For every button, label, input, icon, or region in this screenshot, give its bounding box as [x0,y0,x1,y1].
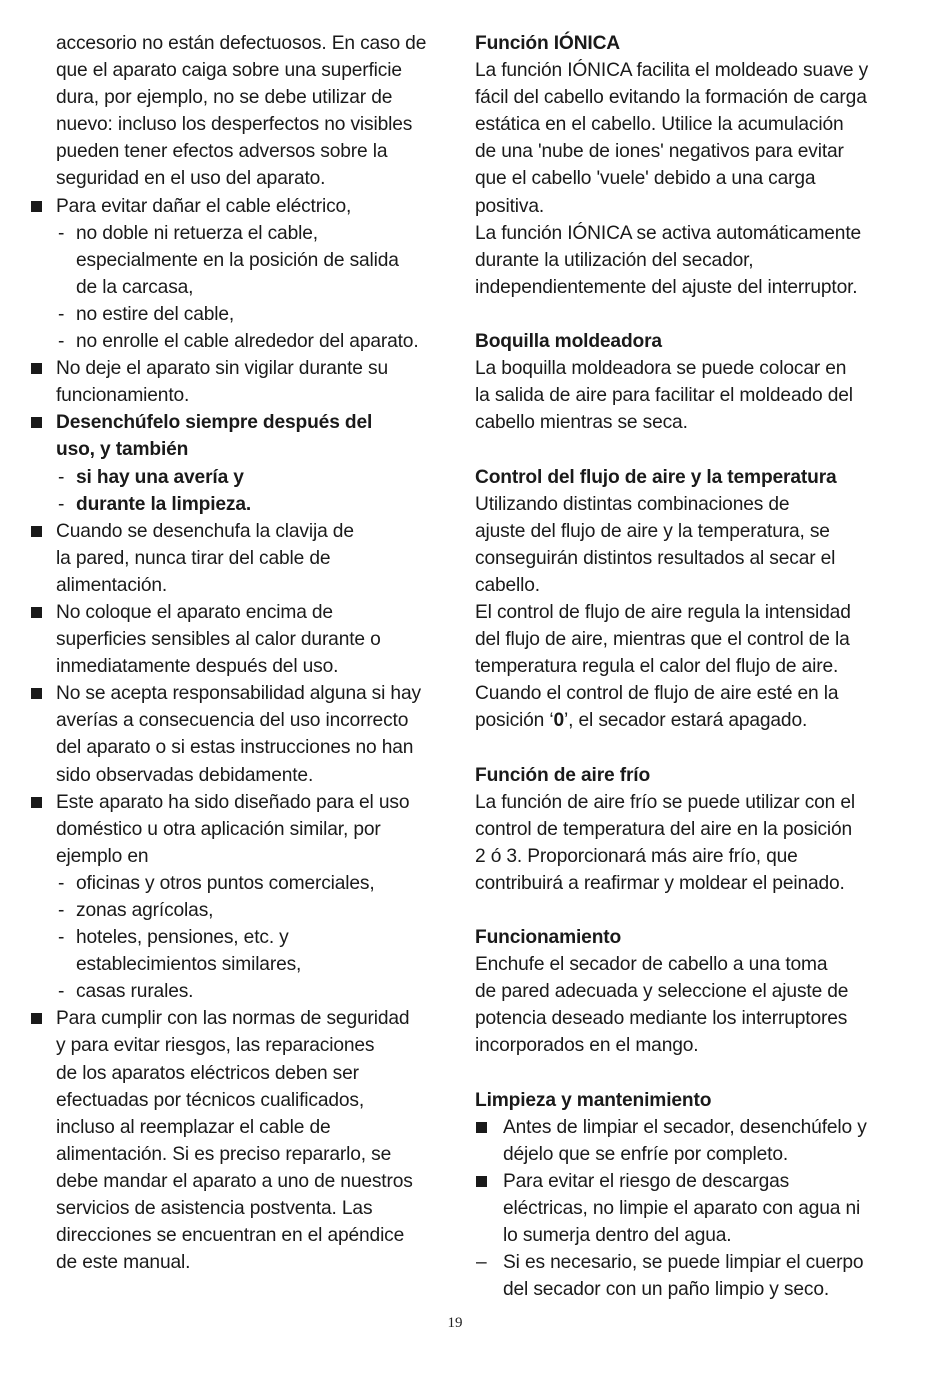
square-bullet-icon [31,1013,42,1024]
text-line: sido observadas debidamente. [56,764,314,786]
text-line: la pared, nunca tirar del cable de [56,547,331,569]
text-line: de este manual. [56,1252,191,1274]
square-bullet-icon [31,797,42,808]
dash-mark: – [476,1252,487,1274]
text-line: uso, y también [56,439,189,461]
text-line: incluso al reemplazar el cable de [56,1116,331,1138]
text-line: dura, por ejemplo, no se debe utilizar de [56,87,393,109]
dash-mark: - [58,900,65,921]
text-line: direcciones se encuentran en el apéndice [56,1225,405,1247]
text-line: funcionamiento. [56,385,190,407]
text-line: doméstico u otra aplicación similar, por [56,818,381,840]
dash-item [30,978,450,1005]
text-line: La función IÓNICA se activa automáticamente [475,222,862,244]
dash-mark: - [58,466,65,488]
text-line: Para evitar dañar el cable eléctrico, [56,195,352,217]
text-line: La función de aire frío se puede utilizar con el [475,791,855,813]
text-line [475,707,895,734]
text-line: de la carcasa, [76,276,194,298]
position-zero-label: 0 [553,710,565,732]
dash-item [30,924,450,978]
text-line: Enchufe el secador de cabello a una toma [475,954,828,976]
text-line: no doble ni retuerza el cable, [76,222,318,244]
text-line: Para cumplir con las normas de seguridad [56,1008,410,1030]
dash-item [30,870,450,897]
spacer [475,734,895,761]
square-bullet-icon [31,607,42,618]
spacer [475,436,895,463]
square-bullet-icon [31,201,42,212]
text-line: déjelo que se enfríe por completo. [503,1143,789,1165]
text-line: Desenchúfelo siempre después del [56,412,373,434]
text-line: No coloque el aparato encima de [56,601,333,623]
text-line: La boquilla moldeadora se puede colocar en [475,358,847,380]
text-line: fácil del cabello evitando la formación de carga [475,87,867,109]
text-line: inmediatamente después del uso. [56,656,339,678]
text-line: eléctricas, no limpie el aparato con agua ni [503,1198,861,1220]
bullet-item-clavija [30,518,450,599]
text-line: La función IÓNICA facilita el moldeado suave y [475,60,869,82]
text-line: No se acepta responsabilidad alguna si hay [56,683,421,705]
dash-mark: - [58,222,65,244]
text-line: temperatura regula el calor del flujo de aire. [475,656,839,678]
text-line: la salida de aire para facilitar el moldeado del [475,385,853,407]
dash-item [30,464,450,491]
text-line: conseguirán distintos resultados al secar el [475,547,836,569]
section-heading: Limpieza y mantenimiento [475,1089,712,1111]
text-line: Utilizando distintas combinaciones de [475,493,790,515]
text-line: alimentación. [56,574,168,596]
text-line: del secador con un paño limpio y seco. [503,1279,830,1301]
text-line: incorporados en el mango. [475,1035,699,1057]
section-ionica [475,30,895,301]
section-heading: Control del flujo de aire y la temperatura [475,466,837,488]
text-line: El control de flujo de aire regula la intensidad [475,601,851,623]
text-line: efectuadas por técnicos cualificados, [56,1089,365,1111]
text-line: control de temperatura del aire en la posición [475,818,853,840]
text-line: debe mandar el aparato a uno de nuestros [56,1170,413,1192]
square-bullet-icon [31,526,42,537]
text-line: lo sumerja dentro del agua. [503,1225,732,1247]
dash-mark: - [58,872,65,894]
text-line: si hay una avería y [76,466,244,488]
square-bullet-icon [31,417,42,428]
text-line: que el aparato caiga sobre una superficie [56,60,402,82]
spacer [475,1060,895,1087]
text-line: accesorio no están defectuosos. En caso de [56,33,427,54]
text-line: independientemente del ajuste del interruptor. [475,276,858,298]
section-funcionamiento [475,924,895,1059]
text-line: seguridad en el uso del aparato. [56,168,326,190]
text-line: alimentación. Si es preciso repararlo, se [56,1143,392,1165]
text-line: servicios de asistencia postventa. Las [56,1198,373,1220]
text-line: Cuando se desenchufa la clavija de [56,520,354,542]
dash-item [30,328,450,355]
text-line: Cuando el control de flujo de aire esté en la [475,683,839,705]
text-line: Este aparato ha sido diseñado para el uso [56,791,410,813]
right-column [475,30,895,1303]
spacer [475,897,895,924]
dash-item [475,1249,895,1303]
text-line: del flujo de aire, mientras que el control de la [475,629,850,651]
text-line: Antes de limpiar el secador, desenchúfelo y [503,1116,867,1138]
text-fragment: posición ‘ [475,710,554,732]
text-line: No deje el aparato sin vigilar durante su [56,358,388,380]
section-heading: Boquilla moldeadora [475,331,662,353]
section-aire-frio [475,762,895,897]
text-line: ajuste del flujo de aire y la temperatura, se [475,520,830,542]
square-bullet-icon [31,363,42,374]
text-line: cabello mientras se seca. [475,412,688,434]
dash-item [30,897,450,924]
text-line: cabello. [475,574,540,596]
bullet-item [475,1168,895,1249]
text-line: de una 'nube de iones' negativos para evitar [475,141,844,163]
spacer [475,301,895,328]
text-line: nuevo: incluso los desperfectos no visibles [56,114,413,136]
text-line: potencia deseado mediante los interruptores [475,1008,848,1030]
text-line: casas rurales. [76,981,194,1003]
continued-paragraph [30,30,450,193]
dash-mark: - [58,493,65,515]
text-line: contribuirá a reafirmar y moldear el peinado. [475,872,845,894]
text-line: Si es necesario, se puede limpiar el cuerpo [503,1252,864,1274]
text-line: pueden tener efectos adversos sobre la [56,141,388,163]
text-line: positiva. [475,195,545,217]
dash-mark: - [58,981,65,1003]
square-bullet-icon [476,1176,487,1187]
square-bullet-icon [31,688,42,699]
text-line: y para evitar riesgos, las reparaciones [56,1035,375,1057]
dash-item [30,301,450,328]
dash-item [30,491,450,518]
text-line: durante la utilización del secador, [475,249,754,271]
text-line: Para evitar el riesgo de descargas [503,1170,790,1192]
dash-mark: - [58,331,65,353]
text-fragment: ’, el secador estará apagado. [564,710,808,732]
text-line: zonas agrícolas, [76,900,214,921]
text-line: establecimientos similares, [76,954,302,976]
text-line: ejemplo en [56,845,149,867]
bullet-item-vigilar [30,355,450,409]
text-line: de pared adecuada y seleccione el ajuste de [475,981,849,1003]
left-column [30,30,450,1276]
section-heading: Función IÓNICA [475,33,620,54]
section-limpieza [475,1087,895,1304]
text-line: no estire del cable, [76,303,235,325]
text-line: averías a consecuencia del uso incorrecto [56,710,409,732]
square-bullet-icon [476,1122,487,1133]
bullet-item [475,1114,895,1168]
bullet-item-responsabilidad [30,680,450,788]
text-line: estática en el cabello. Utilice la acumulación [475,114,844,136]
section-heading: Función de aire frío [475,764,651,786]
dash-mark: - [58,927,65,949]
text-line: oficinas y otros puntos comerciales, [76,872,375,894]
page-number: 19 [447,1315,463,1331]
text-line: hoteles, pensiones, etc. y [76,927,289,949]
text-line: superficies sensibles al calor durante o [56,629,381,651]
section-control [475,464,895,735]
text-line: 2 ó 3. Proporcionará más aire frío, que [475,845,798,867]
text-line: del aparato o si estas instrucciones no han [56,737,414,759]
section-heading: Funcionamiento [475,927,622,949]
bullet-item-coloque [30,599,450,680]
text-line: especialmente en la posición de salida [76,249,399,271]
dash-item [30,220,450,301]
text-line: que el cabello 'vuele' debido a una carga [475,168,816,190]
bullet-item-cable [30,193,450,220]
bullet-item-desenchufe [30,409,450,463]
text-line: no enrolle el cable alrededor del aparato. [76,331,419,353]
text-line: durante la limpieza. [76,493,252,515]
bullet-item-domestico [30,789,450,870]
text-line: de los aparatos eléctricos deben ser [56,1062,359,1084]
bullet-item-normas [30,1005,450,1276]
dash-mark: - [58,303,65,325]
section-boquilla [475,328,895,436]
